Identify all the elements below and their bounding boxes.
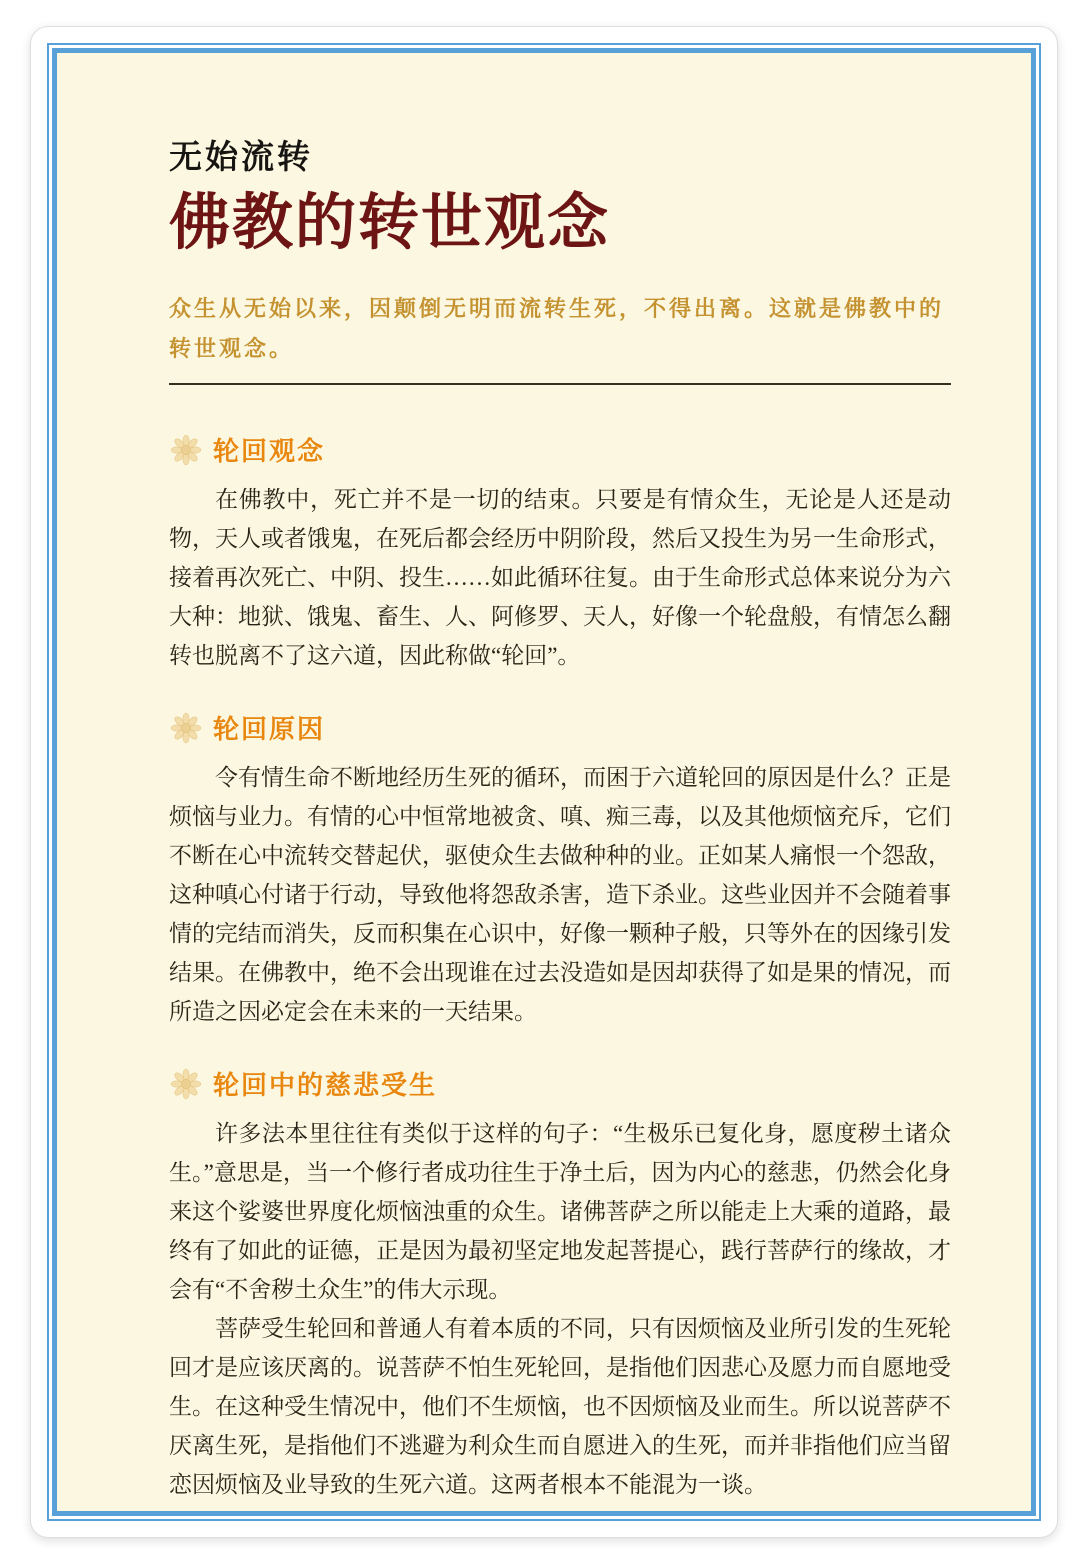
section-samsara-cause	[169, 709, 951, 1031]
section-heading-label: 轮回中的慈悲受生	[213, 1070, 438, 1101]
body-paragraph: 许多法本里往往有类似于这样的句子：“生极乐已复化身，愿度秽土诸众生。”意思是，当一个修行者成功往生于净土后，因为内心的慈悲，仍然会化身来这个娑婆世界度化烦恼浊重的众生。诸佛菩萨之所以能走上大乘的道路，最终有了如此的证德，正是因为最初坚定地发起菩提心，践行菩萨行的缘故，才会有“不舍秽土众生”的伟大示现。	[169, 1121, 951, 1303]
section-heading	[169, 431, 951, 468]
dharma-flower-icon	[169, 433, 203, 467]
book-page-card	[30, 26, 1058, 1538]
page-title: 佛教的转世观念	[169, 190, 611, 257]
body-paragraph: 令有情生命不断地经历生死的循环，而困于六道轮回的原因是什么？正是烦恼与业力。有情的心中恒常地被贪、嗔、痴三毒，以及其他烦恼充斥，它们不断在心中流转交替起伏，驱使众生去做种种的业。正如某人痛恨一个怨敌，这种嗔心付诸于行动，导致他将怨敌杀害，造下杀业。这些业因并不会随着事情的完结而消失，反而积集在心识中，好像一颗种子般，只等外在的因缘引发结果。在佛教中，绝不会出现谁在过去没造如是因却获得了如是果的情况，而所造之因必定会在未来的一天结果。	[169, 765, 951, 1025]
body-paragraph: 在佛教中，死亡并不是一切的结束。只要是有情众生，无论是人还是动物，天人或者饿鬼，在死后都会经历中阴阶段，然后又投生为另一生命形式，接着再次死亡、中阴、投生……如此循环往复。由于生命形式总体来说分为六大种：地狱、饿鬼、畜生、人、阿修罗、天人，好像一个轮盘般，有情怎么翻转也脱离不了这六道，因此称做“轮回”。	[169, 487, 951, 669]
intro-summary: 众生从无始以来，因颠倒无明而流转生死，不得出离。这就是佛教中的转世观念。	[169, 296, 945, 362]
section-heading	[169, 1065, 951, 1102]
section-heading-label: 轮回原因	[213, 714, 326, 745]
page-content	[57, 53, 1031, 1511]
dharma-flower-icon	[169, 711, 203, 745]
section-samsara-concept	[169, 431, 951, 675]
decorative-frame-outer	[47, 43, 1041, 1521]
chapter-kicker: 无始流转	[169, 140, 313, 176]
decorative-frame-inner	[52, 48, 1036, 1516]
dharma-flower-icon	[169, 1067, 203, 1101]
section-heading	[169, 709, 951, 746]
section-heading-label: 轮回观念	[213, 436, 326, 467]
section-compassionate-rebirth	[169, 1065, 951, 1504]
body-paragraph: 菩萨受生轮回和普通人有着本质的不同，只有因烦恼及业所引发的生死轮回才是应该厌离的。说菩萨不怕生死轮回，是指他们因悲心及愿力而自愿地受生。在这种受生情况中，他们不生烦恼，也不因烦恼及业而生。所以说菩萨不厌离生死，是指他们不逃避为利众生而自愿进入的生死，而并非指他们应当留恋因烦恼及业导致的生死六道。这两者根本不能混为一谈。	[169, 1316, 951, 1498]
divider-rule	[169, 383, 951, 385]
